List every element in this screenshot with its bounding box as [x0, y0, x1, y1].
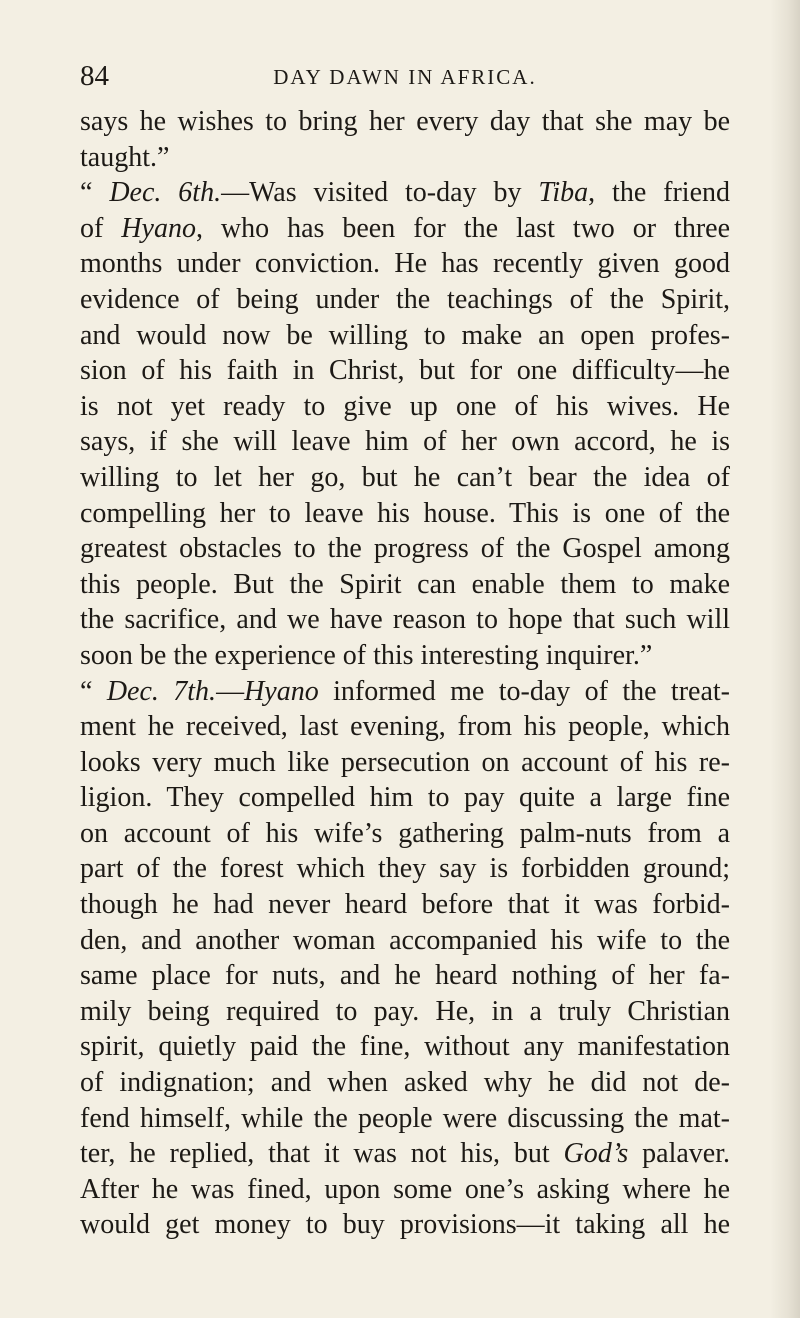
- text-line: sion of his faith in Christ, but for one difficulty—he: [80, 355, 730, 387]
- text-line: and would now be willing to make an open profes-: [80, 319, 730, 351]
- text-line: would get money to buy provisions—it taking all he: [80, 1209, 730, 1241]
- text-line: spirit, quietly paid the fine, without any manifestation: [80, 1031, 730, 1063]
- text-line: den, and another woman accompanied his wife to the: [80, 924, 730, 956]
- text-line: mily being required to pay. He, in a truly Christian: [80, 995, 730, 1027]
- text-line: though he had never heard before that it was forbid-: [80, 889, 730, 921]
- page-number: 84: [80, 60, 109, 92]
- text-line: fend himself, while the people were discussing the mat-: [80, 1102, 730, 1134]
- text-line: says he wishes to bring her every day that she may be: [80, 106, 730, 137]
- text-line: looks very much like persecution on account of his re-: [80, 746, 730, 778]
- italic-term: Hyano: [121, 212, 196, 244]
- text-line: this people. But the Spirit can enable them to make: [80, 568, 730, 600]
- italic-term: Tiba: [538, 177, 589, 209]
- text-line: of Hyano, who has been for the last two or three: [80, 212, 730, 244]
- text-line: soon be the experience of this interesting inquirer.”: [80, 639, 653, 671]
- text-line: part of the forest which they say is forbidden ground;: [80, 853, 730, 885]
- page-edge-shadow: [770, 0, 800, 1318]
- text-line: taught.”: [80, 141, 170, 173]
- text-line: ter, he replied, that it was not his, but God’s palaver.: [80, 1138, 730, 1170]
- text-line: After he was fined, upon some one’s asking where he: [80, 1173, 730, 1205]
- page-header: [80, 58, 730, 98]
- text-line: greatest obstacles to the progress of the Gospel among: [80, 533, 730, 565]
- text-line: willing to let her go, but he can’t bear the idea of: [80, 461, 730, 493]
- text-line: same place for nuts, and he heard nothing of her fa-: [80, 960, 730, 992]
- body-text: [80, 104, 730, 1243]
- italic-term: Dec. 6th.: [109, 177, 222, 209]
- text-line: ligion. They compelled him to pay quite a large fine: [80, 782, 730, 814]
- text-line: on account of his wife’s gathering palm-nuts from a: [80, 817, 730, 849]
- text-line: the sacrifice, and we have reason to hope that such will: [80, 604, 730, 636]
- text-line: says, if she will leave him of her own accord, he is: [80, 426, 730, 458]
- text-line: compelling her to leave his house. This is one of the: [80, 497, 730, 529]
- text-line: of indignation; and when asked why he did not de-: [80, 1067, 730, 1099]
- italic-term: Dec. 7th.: [106, 675, 217, 707]
- text-line: is not yet ready to give up one of his wives. He: [80, 390, 730, 422]
- text-line: “ Dec. 6th.—Was visited to-day by Tiba, the friend: [80, 177, 730, 209]
- text-line: “ Dec. 7th.—Hyano informed me to-day of the treat-: [80, 675, 730, 707]
- italic-term: God’s: [563, 1138, 629, 1170]
- text-line: evidence of being under the teachings of the Spirit,: [80, 283, 730, 315]
- text-line: months under conviction. He has recently given good: [80, 248, 730, 280]
- running-head: DAY DAWN IN AFRICA.: [273, 65, 537, 89]
- italic-term: Hyano: [244, 675, 319, 707]
- text-line: ment he received, last evening, from his people, which: [80, 711, 730, 743]
